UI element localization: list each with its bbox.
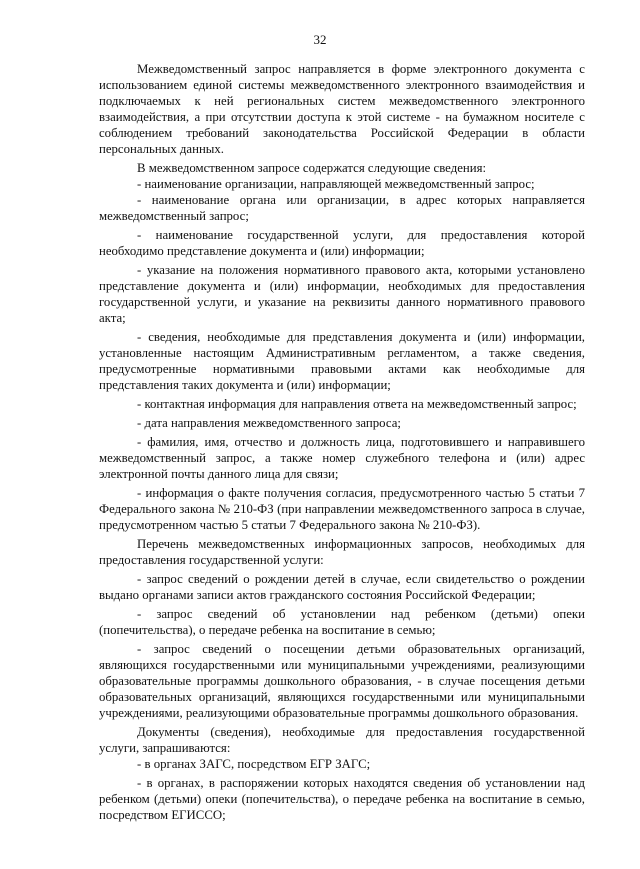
list-item-legal-act: - указание на положения нормативного правового акта, которыми установлено представление документа и (или) информации, необходимых для предоставления государственной услуги, и указание на реквизиты данного нормативного правового акта; bbox=[99, 263, 585, 325]
document-body bbox=[99, 61, 585, 823]
paragraph-request-form: Межведомственный запрос направляется в форме электронного документа с использованием единой системы межведомственного электронного взаимодействия и подключаемых к ней региональных систем межведомственного электронного взаимодействия, а при отсутствии доступа к этой системе - на бумажном носителе с соблюдением требований законодательства Российской Федерации в области персональных данных. bbox=[99, 62, 585, 156]
list-item-contact-info: - контактная информация для направления ответа на межведомственный запрос; bbox=[137, 397, 577, 411]
list-item-preschool-attendance: - запрос сведений о посещении детьми образовательных организаций, являющихся государственными или муниципальными учреждениями, реализующими образовательные программы дошкольного образования, - в случае посещения детьми образовательных организаций, являющихся государственными или муниципальными учреждениями, реализующими образовательные программы дошкольного образования. bbox=[99, 642, 585, 720]
paragraph-request-list-intro: Перечень межведомственных информационных запросов, необходимых для предоставления государственной услуги: bbox=[99, 537, 585, 567]
list-item-birth-records: - запрос сведений о рождении детей в случае, если свидетельство о рождении выдано органами записи актов гражданского состояния Российской Федерации; bbox=[99, 572, 585, 602]
list-item-addressee: - наименование органа или организации, в адрес которых направляется межведомственный запрос; bbox=[99, 193, 585, 223]
list-item-required-info: - сведения, необходимые для представления документа и (или) информации, установленные настоящим Административным регламентом, а также сведения, предусмотренные нормативными правовыми актами как необходимые для представления таких документа и (или) информации; bbox=[99, 330, 585, 392]
paragraph-documents-requested-intro: Документы (сведения), необходимые для предоставления государственной услуги, запрашиваются: bbox=[99, 725, 585, 755]
paragraph-request-contents-intro: В межведомственном запросе содержатся следующие сведения: bbox=[137, 161, 487, 175]
page-number: 32 bbox=[313, 32, 327, 47]
list-item-egisso: - в органах, в распоряжении которых находятся сведения об установлении над ребенком (детьми) опеки (попечительства), о передаче ребенка на воспитание в семью, посредством ЕГИССО; bbox=[99, 776, 585, 822]
list-item-responsible-person: - фамилия, имя, отчество и должность лица, подготовившего и направившего межведомственный запрос, а также номер служебного телефона и (или) адрес электронной почты данного лица для связи; bbox=[99, 435, 585, 481]
list-item-guardianship: - запрос сведений об установлении над ребенком (детьми) опеки (попечительства), о передаче ребенка на воспитание в семью; bbox=[99, 607, 585, 637]
list-item-zags: - в органах ЗАГС, посредством ЕГР ЗАГС; bbox=[137, 757, 371, 771]
list-item-request-date: - дата направления межведомственного запроса; bbox=[137, 416, 401, 430]
list-item-requesting-organization: - наименование организации, направляющей межведомственный запрос; bbox=[137, 177, 535, 191]
list-item-service-name: - наименование государственной услуги, для предоставления которой необходимо представление документа и (или) информации; bbox=[99, 228, 585, 258]
list-item-consent-info: - информация о факте получения согласия, предусмотренного частью 5 статьи 7 Федерального закона № 210-ФЗ (при направлении межведомственного запроса в случае, предусмотренном частью 5 статьи 7 Федерального закона № 210-ФЗ). bbox=[99, 486, 585, 532]
